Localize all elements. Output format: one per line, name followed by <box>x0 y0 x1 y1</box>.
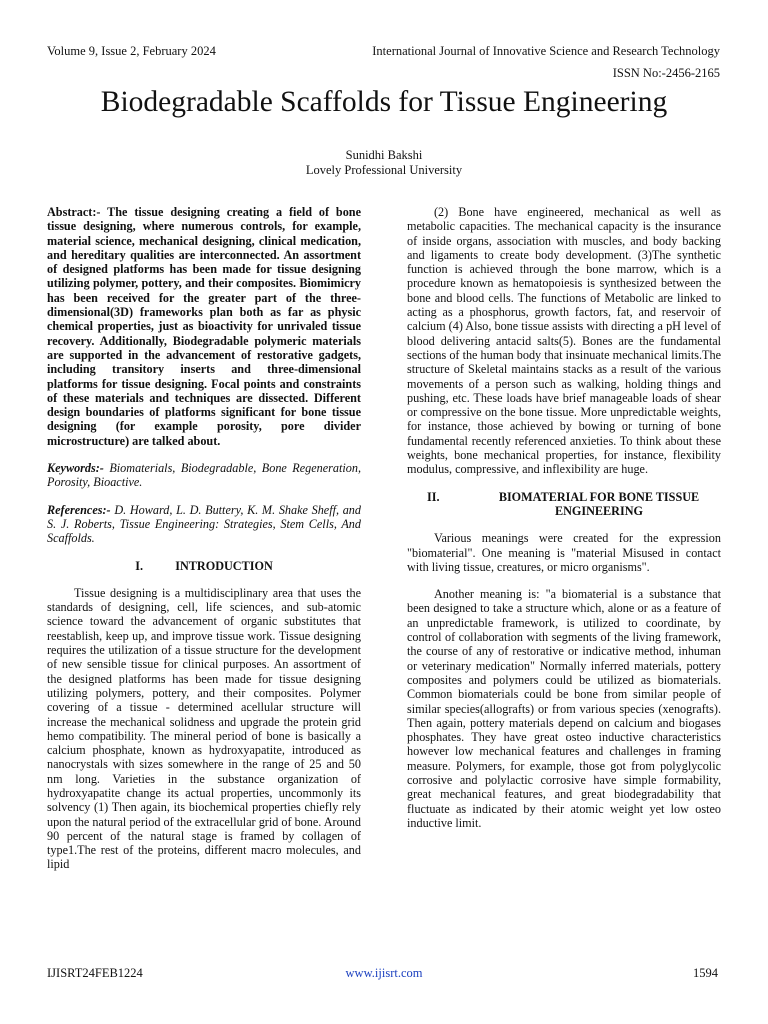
abstract: Abstract:- The tissue designing creating a field of bone tissue designing, where numerous controls, for example, material science, mechanical designing, clinical medication, and hereditary qualities are interconnected. An assortment of designed platforms has been made for tissue designing utilizing polymer, pottery, and their composites. Biomimicry has been received for the greater part of the three-dimensional(3D) frameworks plan both as far as physic chemical properties, just as bioactivity for unrivaled tissue recovery. Additionally, Biodegradable polymeric materials are supported in the advancement of restorative gadgets, including transitory inserts and three-dimensional platforms for tissue designing. Focal points and constraints of these materials and techniques are dissected. Different design boundaries of platforms significant for bone tissue designing (for example porosity, pore divider microstructure) are talked about. <box>47 205 361 448</box>
paper-title: Biodegradable Scaffolds for Tissue Engineering <box>100 86 668 118</box>
keywords-text: Biomaterials, Biodegradable, Bone Regeneration, Porosity, Bioactive. <box>47 461 361 490</box>
paper-code: IJISRT24FEB1224 <box>47 966 143 980</box>
journal-url-link[interactable]: www.ijisrt.com <box>345 966 423 980</box>
keywords-label: Keywords:- <box>47 461 104 476</box>
section-title: INTRODUCTION <box>175 558 273 573</box>
section-heading-biomaterial <box>407 490 721 519</box>
bone-functions-paragraph: (2) Bone have engineered, mechanical as well as metabolic capacities. The mechanical capacity is the insurance of inside organs, association with muscles, and body backing and ligaments to create body development. (3)The synthetic function is achieved through the bone marrow, which is a procedure known as hematopoiesis is synthesized between the bone and blood cells. The functions of Metabolic are linked to acting as a phosphorus, growth factors, fat, and reservoir of calcium (4) Also, bone tissue assists with directing a pH level of blood delivering antacid salts(5). Bones are the fundamental sections of the human body that insinuate mechanical limits.The structure of Skeletal maintains stacks as a result of the various movements of a person such as walking, holding things and pushing, etc. These loads have brief manageable loads of shear or compressive on the bone tissue. More unpredictable weights, for instance, those achieved by bowing or turning of bone fundamental recently referenced anxieties. To think about these weights, bone mechanical properties, for instance, flexibility modulus, compressive, and inflexibility are huge. <box>407 205 721 477</box>
section-title: BIOMATERIAL FOR BONE TISSUE ENGINEERING <box>498 489 700 518</box>
section-number: I. <box>135 558 144 573</box>
biomaterial-definition-paragraph: Various meanings were created for the expression "biomaterial". One meaning is "material Misused in contact with living tissue, creatures, or micro organisms". <box>407 531 721 574</box>
section-heading-introduction <box>47 559 361 573</box>
volume-info: Volume 9, Issue 2, February 2024 <box>47 44 216 58</box>
references <box>47 503 361 546</box>
journal-name: International Journal of Innovative Science and Research Technology <box>372 44 720 58</box>
author-name: Sunidhi Bakshi <box>345 148 423 162</box>
biomaterial-types-paragraph: Another meaning is: "a biomaterial is a substance that been designed to take a structure which, alone or as a feature of an unpredictable framework, is utilized to coordinate, by control of collaboration with segments of the living framework, the course of any of restorative or indicative method, inhuman or veterinary medication" Normally inferred materials, pottery composites and polymers could be utilized as biomaterials. Common biomaterials could be bone from similar people of similar species(allografts) or from various species (xenografts). Then again, pottery materials depend on calcium and biogases phosphates. They have great osteo inductive characteristics however low mechanical features and challenges in framing measure. Polymers, for example, those got from polyglycolic corrosive and polylactic corrosive have simple formability, great mechanical features, and great biodegradability that fluctuate as indicated by their atomic weight yet low osteo inductive limit. <box>407 587 721 830</box>
keywords <box>47 461 361 490</box>
section-number: II. <box>427 489 440 504</box>
references-text: D. Howard, L. D. Buttery, K. M. Shake Sheff, and S. J. Roberts, Tissue Engineering: Strategies, Stem Cells, And Scaffolds. <box>47 502 361 546</box>
introduction-paragraph: Tissue designing is a multidisciplinary area that uses the standards of designing, cell, life sciences, and sub-atomic science toward the advancement of organic substitutes that reestablish, keep up, and improve tissue work. Tissue designing requires the utilization of a tissue structure for the development of new sensible tissue for clinical purposes. An assortment of the designed platforms has been made for tissue designing utilizing polymers, pottery, and their composites. Polymer covering of a tissue - determined acellular structure will increase the mechanical solidness and upgrade the protein grid hemo compatibility. The mineral period of bone is basically a calcium phosphate, known as hydroxyapatite, introduced as nanocrystals with sizes somewhere in the range of 25 and 50 nm long. Varieties in the substance organization of hydroxyapatite change its actual properties, uncommonly its solvency (1) Then again, its biochemical properties chiefly rely upon the natural period of the extracellular grid of bone. Around 90 percent of the natural stage is framed by collagen of type1.The rest of the proteins, different macro molecules, and lipid <box>47 585 361 872</box>
issn: ISSN No:-2456-2165 <box>612 66 720 80</box>
right-column <box>407 205 721 843</box>
page-number: 1594 <box>693 966 718 980</box>
references-label: References:- <box>47 502 111 517</box>
left-column <box>47 205 361 885</box>
author-block <box>0 148 768 178</box>
author-affiliation: Lovely Professional University <box>305 163 463 177</box>
